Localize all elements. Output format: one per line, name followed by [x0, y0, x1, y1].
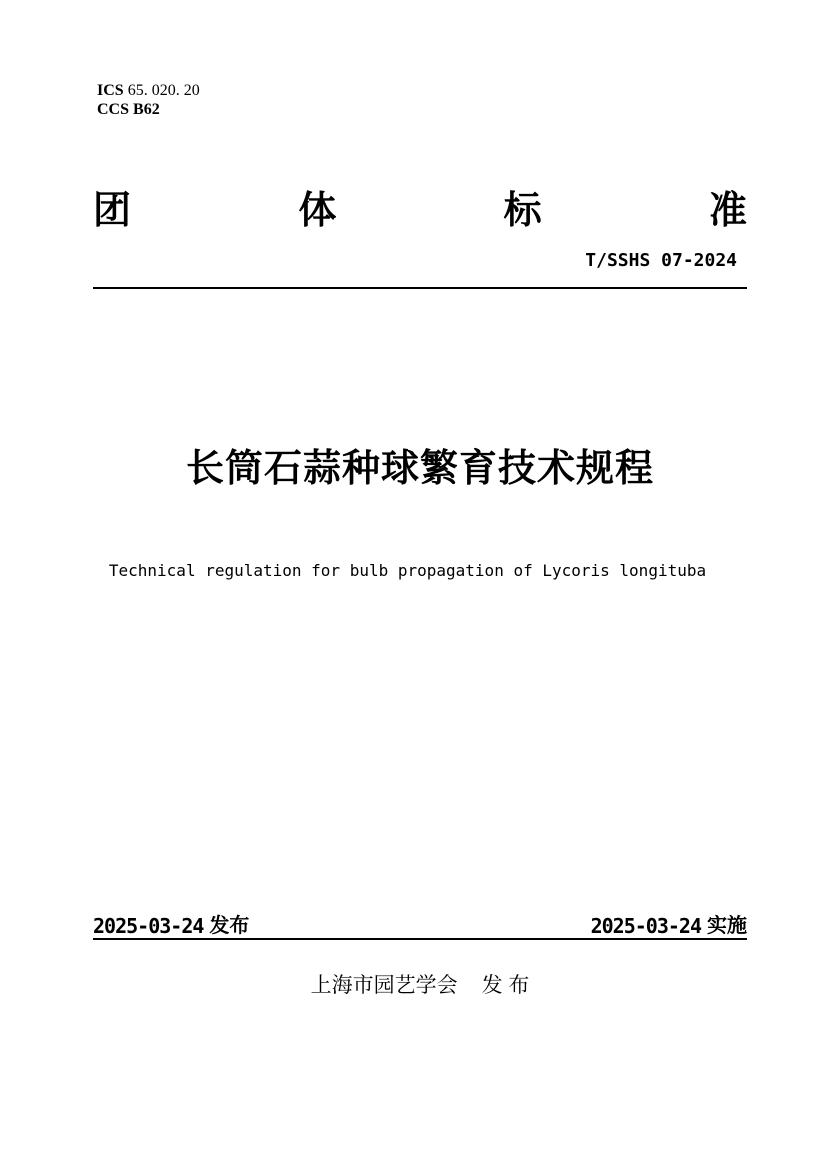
implementation-date: 2025-03-24	[590, 914, 701, 938]
footer-divider	[93, 938, 747, 940]
publisher-line	[93, 969, 747, 999]
issue-label: 发布	[209, 915, 250, 937]
ics-label: ICS	[97, 82, 124, 99]
implementation-label: 实施	[707, 915, 747, 937]
standard-number: T/SSHS 07-2024	[585, 250, 737, 271]
ics-line	[97, 81, 200, 100]
classification-block	[97, 81, 200, 119]
issue-date-line	[93, 914, 249, 938]
page-title: 长筒石蒜种球繁育技术规程	[185, 448, 654, 490]
banner-char: 准	[708, 190, 747, 232]
ccs-line	[97, 100, 200, 119]
banner-char: 团	[93, 190, 132, 232]
standard-type-banner	[93, 192, 747, 230]
ics-code: 65. 020. 20	[127, 82, 200, 99]
banner-char: 体	[298, 190, 337, 232]
header-divider	[93, 287, 747, 289]
page-title-english: Technical regulation for bulb propagation of Lycoris longituba	[108, 561, 707, 580]
dates-row	[93, 914, 747, 938]
publisher-name: 上海市园艺学会	[310, 974, 458, 997]
ccs-code: B62	[133, 101, 160, 118]
issue-date: 2025-03-24	[93, 914, 204, 938]
implementation-date-line	[591, 914, 747, 938]
ccs-label: CCS	[97, 101, 130, 118]
publish-action-label: 发 布	[481, 974, 530, 997]
banner-char: 标	[503, 190, 542, 232]
